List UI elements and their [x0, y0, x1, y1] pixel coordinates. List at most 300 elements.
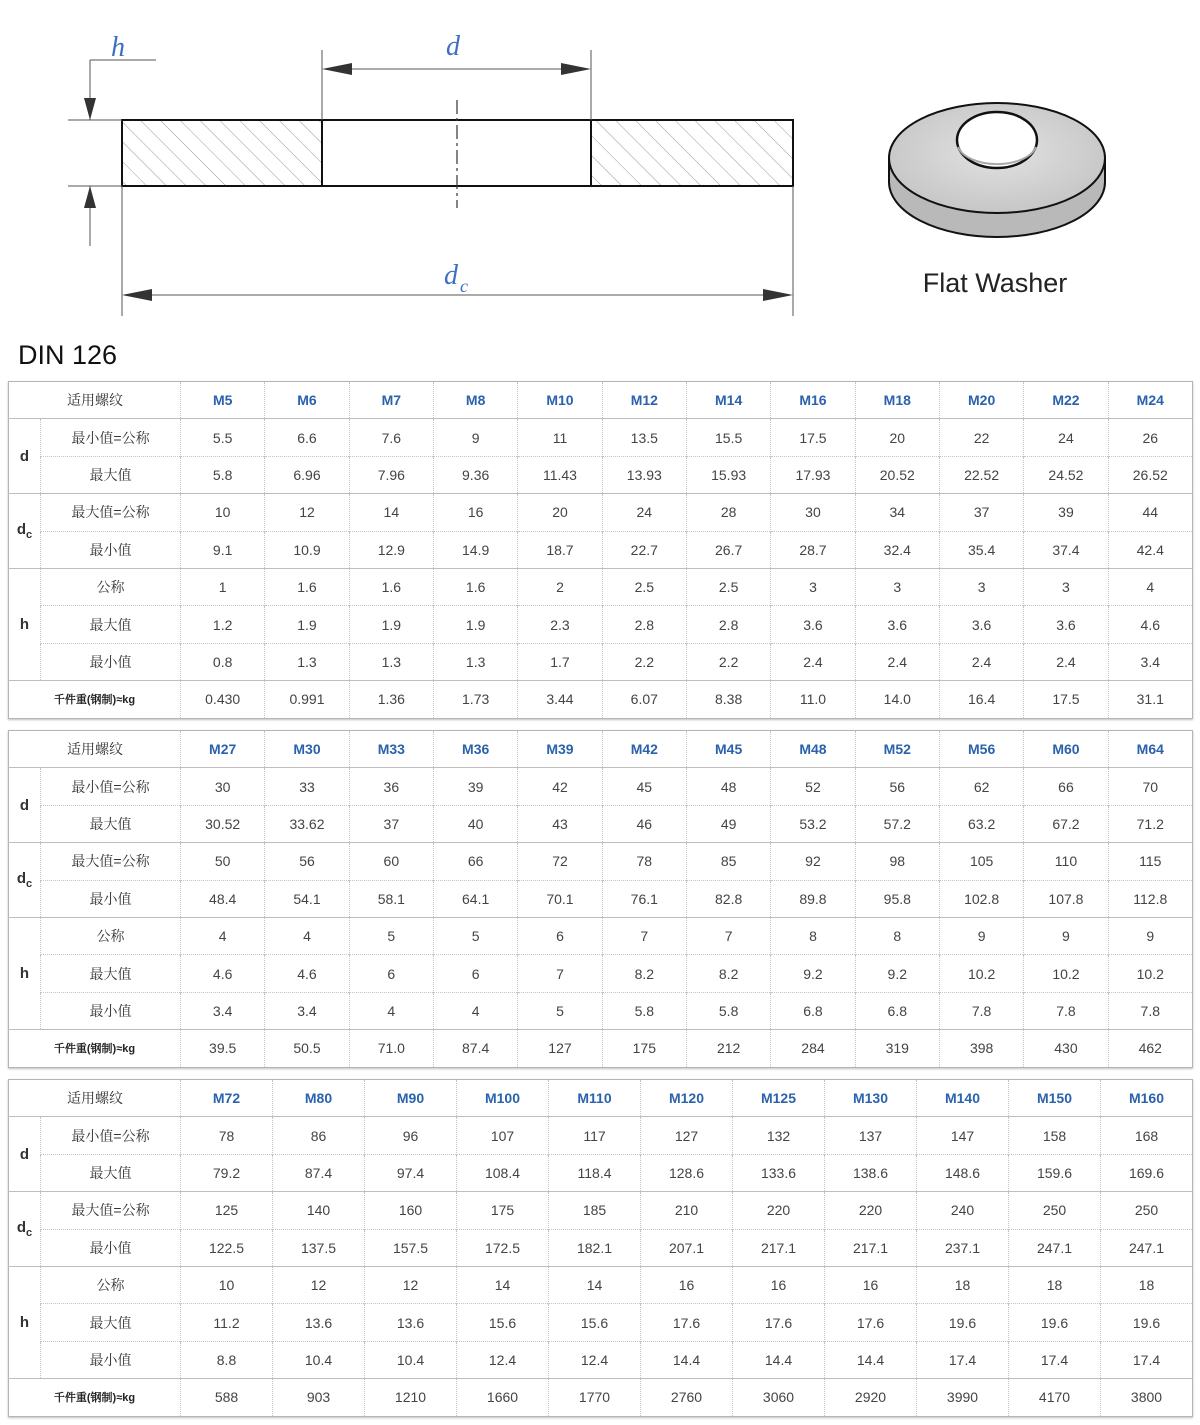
- row-label: 最小值: [41, 992, 181, 1029]
- value-cell: 18: [917, 1266, 1009, 1303]
- value-cell: 37.4: [1024, 531, 1108, 568]
- value-cell: 11.0: [771, 681, 855, 718]
- value-cell: 148.6: [917, 1154, 1009, 1191]
- value-cell: 2.4: [1024, 643, 1108, 680]
- value-cell: 6.96: [265, 456, 349, 493]
- value-cell: 5: [433, 917, 517, 954]
- value-cell: 9: [1108, 917, 1192, 954]
- value-cell: 7.96: [349, 456, 433, 493]
- value-cell: 1.73: [433, 681, 517, 718]
- value-cell: 58.1: [349, 880, 433, 917]
- row-d-min: [9, 419, 1193, 456]
- value-cell: 30: [771, 494, 855, 531]
- value-cell: 9: [1024, 917, 1108, 954]
- value-cell: 85: [686, 843, 770, 880]
- value-cell: 30: [181, 768, 265, 805]
- weight-label: 千件重(钢制)≈kg: [9, 681, 181, 718]
- value-cell: 48: [686, 768, 770, 805]
- value-cell: 3.6: [855, 606, 939, 643]
- thread-size: M33: [349, 731, 433, 768]
- value-cell: 8.2: [602, 955, 686, 992]
- value-cell: 4170: [1009, 1379, 1101, 1416]
- value-cell: 2.8: [686, 606, 770, 643]
- row-h-nom: [9, 568, 1193, 605]
- thread-size: M39: [518, 731, 602, 768]
- value-cell: 108.4: [457, 1154, 549, 1191]
- row-label: 最小值: [41, 531, 181, 568]
- value-cell: 125: [181, 1192, 273, 1229]
- group-label-h: h: [9, 917, 41, 1029]
- row-d-max: [9, 805, 1193, 842]
- value-cell: 19.6: [917, 1304, 1009, 1341]
- value-cell: 903: [273, 1379, 365, 1416]
- value-cell: 175: [602, 1030, 686, 1067]
- value-cell: 19.6: [1009, 1304, 1101, 1341]
- value-cell: 11: [518, 419, 602, 456]
- value-cell: 39: [1024, 494, 1108, 531]
- value-cell: 46: [602, 805, 686, 842]
- value-cell: 0.991: [265, 681, 349, 718]
- value-cell: 6: [433, 955, 517, 992]
- thread-size: M16: [771, 382, 855, 419]
- value-cell: 8.38: [686, 681, 770, 718]
- row-dc-max: [9, 494, 1193, 531]
- group-label-text: d: [16, 521, 27, 539]
- group-label-dc: [9, 494, 41, 569]
- value-cell: 175: [457, 1192, 549, 1229]
- value-cell: 1210: [365, 1379, 457, 1416]
- value-cell: 3800: [1101, 1379, 1193, 1416]
- value-cell: 10.2: [1108, 955, 1192, 992]
- value-cell: 3.6: [939, 606, 1023, 643]
- value-cell: 67.2: [1024, 805, 1108, 842]
- value-cell: 169.6: [1101, 1154, 1193, 1191]
- value-cell: 5.8: [602, 992, 686, 1029]
- thread-size: M5: [181, 382, 265, 419]
- value-cell: 5.8: [181, 456, 265, 493]
- value-cell: 3.4: [1108, 643, 1192, 680]
- value-cell: 42.4: [1108, 531, 1192, 568]
- value-cell: 71.2: [1108, 805, 1192, 842]
- value-cell: 9.36: [433, 456, 517, 493]
- thread-size: M14: [686, 382, 770, 419]
- value-cell: 14.4: [825, 1341, 917, 1378]
- value-cell: 79.2: [181, 1154, 273, 1191]
- spec-table-2: [8, 730, 1193, 1068]
- value-cell: 6.07: [602, 681, 686, 718]
- value-cell: 14.4: [733, 1341, 825, 1378]
- value-cell: 26.7: [686, 531, 770, 568]
- value-cell: 247.1: [1009, 1229, 1101, 1266]
- value-cell: 16: [733, 1266, 825, 1303]
- group-label-h: h: [9, 1266, 41, 1378]
- value-cell: 1660: [457, 1379, 549, 1416]
- value-cell: 115: [1108, 843, 1192, 880]
- value-cell: 159.6: [1009, 1154, 1101, 1191]
- thread-size: M80: [273, 1080, 365, 1117]
- value-cell: 122.5: [181, 1229, 273, 1266]
- value-cell: 10: [181, 1266, 273, 1303]
- value-cell: 14: [457, 1266, 549, 1303]
- value-cell: 0.430: [181, 681, 265, 718]
- value-cell: 5.8: [686, 992, 770, 1029]
- value-cell: 35.4: [939, 531, 1023, 568]
- row-dc-max: [9, 843, 1193, 880]
- value-cell: 319: [855, 1030, 939, 1067]
- value-cell: 8: [771, 917, 855, 954]
- row-label: 公称: [41, 917, 181, 954]
- value-cell: 7.8: [1108, 992, 1192, 1029]
- value-cell: 44: [1108, 494, 1192, 531]
- value-cell: 2.2: [686, 643, 770, 680]
- value-cell: 54.1: [265, 880, 349, 917]
- value-cell: 3.6: [771, 606, 855, 643]
- value-cell: 16: [641, 1266, 733, 1303]
- row-h-max: [9, 606, 1193, 643]
- value-cell: 20.52: [855, 456, 939, 493]
- value-cell: 137: [825, 1117, 917, 1154]
- thread-size: M52: [855, 731, 939, 768]
- value-cell: 57.2: [855, 805, 939, 842]
- value-cell: 4: [1108, 568, 1192, 605]
- value-cell: 462: [1108, 1030, 1192, 1067]
- value-cell: 52: [771, 768, 855, 805]
- value-cell: 4.6: [1108, 606, 1192, 643]
- value-cell: 3.4: [181, 992, 265, 1029]
- value-cell: 4: [265, 917, 349, 954]
- value-cell: 78: [602, 843, 686, 880]
- value-cell: 76.1: [602, 880, 686, 917]
- row-dc-min: [9, 880, 1193, 917]
- value-cell: 22.7: [602, 531, 686, 568]
- value-cell: 1.9: [349, 606, 433, 643]
- row-label: 最大值: [41, 1304, 181, 1341]
- value-cell: 11.2: [181, 1304, 273, 1341]
- value-cell: 398: [939, 1030, 1023, 1067]
- row-d-min: [9, 768, 1193, 805]
- value-cell: 13.6: [273, 1304, 365, 1341]
- group-label-subscript: c: [26, 529, 33, 542]
- value-cell: 40: [433, 805, 517, 842]
- value-cell: 1.3: [433, 643, 517, 680]
- value-cell: 133.6: [733, 1154, 825, 1191]
- value-cell: 10: [181, 494, 265, 531]
- value-cell: 37: [939, 494, 1023, 531]
- value-cell: 15.6: [457, 1304, 549, 1341]
- value-cell: 212: [686, 1030, 770, 1067]
- value-cell: 15.6: [549, 1304, 641, 1341]
- value-cell: 26: [1108, 419, 1192, 456]
- row-label: 最小值: [41, 1341, 181, 1378]
- thread-label: 适用螺纹: [9, 382, 181, 419]
- value-cell: 6.8: [855, 992, 939, 1029]
- row-h-min: [9, 992, 1193, 1029]
- value-cell: 36: [349, 768, 433, 805]
- value-cell: 22: [939, 419, 1023, 456]
- value-cell: 17.4: [1009, 1341, 1101, 1378]
- value-cell: 4: [349, 992, 433, 1029]
- value-cell: 158: [1009, 1117, 1101, 1154]
- value-cell: 14.0: [855, 681, 939, 718]
- value-cell: 95.8: [855, 880, 939, 917]
- value-cell: 71.0: [349, 1030, 433, 1067]
- value-cell: 28.7: [771, 531, 855, 568]
- value-cell: 8: [855, 917, 939, 954]
- washer-cross-section: [122, 100, 793, 208]
- value-cell: 118.4: [549, 1154, 641, 1191]
- spec-table-3: [8, 1079, 1193, 1417]
- value-cell: 4: [433, 992, 517, 1029]
- thread-size: M130: [825, 1080, 917, 1117]
- row-h-nom: [9, 917, 1193, 954]
- value-cell: 9: [939, 917, 1023, 954]
- value-cell: 13.5: [602, 419, 686, 456]
- value-cell: 66: [433, 843, 517, 880]
- value-cell: 24.52: [1024, 456, 1108, 493]
- value-cell: 5: [518, 992, 602, 1029]
- value-cell: 78: [181, 1117, 273, 1154]
- value-cell: 39: [433, 768, 517, 805]
- value-cell: 182.1: [549, 1229, 641, 1266]
- group-label-dc: [9, 1192, 41, 1267]
- value-cell: 127: [518, 1030, 602, 1067]
- value-cell: 20: [518, 494, 602, 531]
- value-cell: 62: [939, 768, 1023, 805]
- value-cell: 17.5: [771, 419, 855, 456]
- value-cell: 4.6: [265, 955, 349, 992]
- row-label: 最小值: [41, 643, 181, 680]
- thread-header-row: [9, 731, 1193, 768]
- thread-header-row: [9, 1080, 1193, 1117]
- value-cell: 220: [733, 1192, 825, 1229]
- value-cell: 92: [771, 843, 855, 880]
- d-label: d: [446, 31, 460, 62]
- thread-size: M20: [939, 382, 1023, 419]
- value-cell: 53.2: [771, 805, 855, 842]
- value-cell: 3: [855, 568, 939, 605]
- value-cell: 112.8: [1108, 880, 1192, 917]
- value-cell: 2.8: [602, 606, 686, 643]
- thread-size: M125: [733, 1080, 825, 1117]
- value-cell: 217.1: [733, 1229, 825, 1266]
- value-cell: 3990: [917, 1379, 1009, 1416]
- value-cell: 117: [549, 1117, 641, 1154]
- row-h-min: [9, 1341, 1193, 1378]
- value-cell: 98: [855, 843, 939, 880]
- value-cell: 168: [1101, 1117, 1193, 1154]
- value-cell: 138.6: [825, 1154, 917, 1191]
- value-cell: 14.9: [433, 531, 517, 568]
- value-cell: 18: [1009, 1266, 1101, 1303]
- row-weight: [9, 1030, 1193, 1067]
- value-cell: 250: [1009, 1192, 1101, 1229]
- value-cell: 82.8: [686, 880, 770, 917]
- row-d-min: [9, 1117, 1193, 1154]
- thread-size: M150: [1009, 1080, 1101, 1117]
- thread-size: M8: [433, 382, 517, 419]
- row-label: 最小值: [41, 1229, 181, 1266]
- value-cell: 45: [602, 768, 686, 805]
- value-cell: 107.8: [1024, 880, 1108, 917]
- thread-size: M160: [1101, 1080, 1193, 1117]
- row-label: 最大值=公称: [41, 494, 181, 531]
- value-cell: 102.8: [939, 880, 1023, 917]
- value-cell: 140: [273, 1192, 365, 1229]
- group-label-d: d: [9, 768, 41, 843]
- value-cell: 96: [365, 1117, 457, 1154]
- value-cell: 1.3: [265, 643, 349, 680]
- row-label: 最大值: [41, 606, 181, 643]
- value-cell: 1.6: [433, 568, 517, 605]
- value-cell: 2920: [825, 1379, 917, 1416]
- value-cell: 1.36: [349, 681, 433, 718]
- value-cell: 22.52: [939, 456, 1023, 493]
- value-cell: 160: [365, 1192, 457, 1229]
- value-cell: 28: [686, 494, 770, 531]
- group-label-d: d: [9, 1117, 41, 1192]
- value-cell: 33.62: [265, 805, 349, 842]
- value-cell: 70: [1108, 768, 1192, 805]
- value-cell: 9.2: [855, 955, 939, 992]
- value-cell: 2.4: [855, 643, 939, 680]
- value-cell: 70.1: [518, 880, 602, 917]
- value-cell: 7.8: [1024, 992, 1108, 1029]
- thread-size: M10: [518, 382, 602, 419]
- thread-label: 适用螺纹: [9, 1080, 181, 1117]
- value-cell: 12.4: [549, 1341, 641, 1378]
- value-cell: 247.1: [1101, 1229, 1193, 1266]
- value-cell: 34: [855, 494, 939, 531]
- group-label-d: d: [9, 419, 41, 494]
- row-h-min: [9, 643, 1193, 680]
- value-cell: 17.6: [825, 1304, 917, 1341]
- value-cell: 1.7: [518, 643, 602, 680]
- value-cell: 2.4: [771, 643, 855, 680]
- value-cell: 11.43: [518, 456, 602, 493]
- group-label-text: d: [16, 1219, 27, 1237]
- value-cell: 60: [349, 843, 433, 880]
- value-cell: 1.9: [433, 606, 517, 643]
- row-label: 最大值=公称: [41, 1192, 181, 1229]
- value-cell: 210: [641, 1192, 733, 1229]
- value-cell: 17.4: [917, 1341, 1009, 1378]
- value-cell: 3: [771, 568, 855, 605]
- weight-label: 千件重(钢制)≈kg: [9, 1030, 181, 1067]
- thread-size: M45: [686, 731, 770, 768]
- group-label-dc: [9, 843, 41, 918]
- value-cell: 43: [518, 805, 602, 842]
- value-cell: 147: [917, 1117, 1009, 1154]
- value-cell: 110: [1024, 843, 1108, 880]
- value-cell: 31.1: [1108, 681, 1192, 718]
- value-cell: 12.4: [457, 1341, 549, 1378]
- value-cell: 17.93: [771, 456, 855, 493]
- value-cell: 97.4: [365, 1154, 457, 1191]
- value-cell: 1.2: [181, 606, 265, 643]
- value-cell: 3: [939, 568, 1023, 605]
- thread-size: M48: [771, 731, 855, 768]
- row-h-max: [9, 1304, 1193, 1341]
- dc-label-sub: c: [460, 276, 468, 296]
- thread-size: M64: [1108, 731, 1192, 768]
- value-cell: 3.6: [1024, 606, 1108, 643]
- value-cell: 105: [939, 843, 1023, 880]
- h-label: h: [111, 32, 125, 63]
- thread-size: M30: [265, 731, 349, 768]
- thread-size: M7: [349, 382, 433, 419]
- thread-header-row: [9, 382, 1193, 419]
- value-cell: 10.2: [939, 955, 1023, 992]
- value-cell: 0.8: [181, 643, 265, 680]
- value-cell: 5.5: [181, 419, 265, 456]
- value-cell: 430: [1024, 1030, 1108, 1067]
- thread-size: M110: [549, 1080, 641, 1117]
- value-cell: 10.9: [265, 531, 349, 568]
- row-label: 公称: [41, 568, 181, 605]
- value-cell: 39.5: [181, 1030, 265, 1067]
- value-cell: 6: [518, 917, 602, 954]
- thread-size: M120: [641, 1080, 733, 1117]
- value-cell: 13.93: [602, 456, 686, 493]
- thread-size: M36: [433, 731, 517, 768]
- value-cell: 12.9: [349, 531, 433, 568]
- value-cell: 49: [686, 805, 770, 842]
- value-cell: 9.1: [181, 531, 265, 568]
- value-cell: 32.4: [855, 531, 939, 568]
- thread-size: M56: [939, 731, 1023, 768]
- value-cell: 10.2: [1024, 955, 1108, 992]
- value-cell: 18.7: [518, 531, 602, 568]
- value-cell: 3060: [733, 1379, 825, 1416]
- row-label: 最大值: [41, 456, 181, 493]
- standard-title: DIN 126: [18, 340, 118, 370]
- row-weight: [9, 681, 1193, 718]
- washer-3d-icon: [889, 103, 1105, 237]
- value-cell: 48.4: [181, 880, 265, 917]
- value-cell: 17.6: [641, 1304, 733, 1341]
- value-cell: 24: [602, 494, 686, 531]
- value-cell: 56: [855, 768, 939, 805]
- value-cell: 1.9: [265, 606, 349, 643]
- row-label: 最小值=公称: [41, 768, 181, 805]
- thread-size: M100: [457, 1080, 549, 1117]
- row-d-max: [9, 456, 1193, 493]
- row-label: 最大值: [41, 805, 181, 842]
- row-dc-min: [9, 531, 1193, 568]
- value-cell: 7.6: [349, 419, 433, 456]
- value-cell: 33: [265, 768, 349, 805]
- value-cell: 132: [733, 1117, 825, 1154]
- value-cell: 2.3: [518, 606, 602, 643]
- value-cell: 20: [855, 419, 939, 456]
- group-label-subscript: c: [26, 1227, 33, 1240]
- thread-size: M140: [917, 1080, 1009, 1117]
- value-cell: 2.5: [602, 568, 686, 605]
- value-cell: 12: [265, 494, 349, 531]
- row-h-max: [9, 955, 1193, 992]
- value-cell: 26.52: [1108, 456, 1192, 493]
- value-cell: 250: [1101, 1192, 1193, 1229]
- row-label: 最小值=公称: [41, 419, 181, 456]
- thread-size: M24: [1108, 382, 1192, 419]
- value-cell: 16.4: [939, 681, 1023, 718]
- thread-size: M42: [602, 731, 686, 768]
- value-cell: 1.6: [265, 568, 349, 605]
- value-cell: 16: [433, 494, 517, 531]
- row-d-max: [9, 1154, 1193, 1191]
- value-cell: 14: [349, 494, 433, 531]
- value-cell: 7: [602, 917, 686, 954]
